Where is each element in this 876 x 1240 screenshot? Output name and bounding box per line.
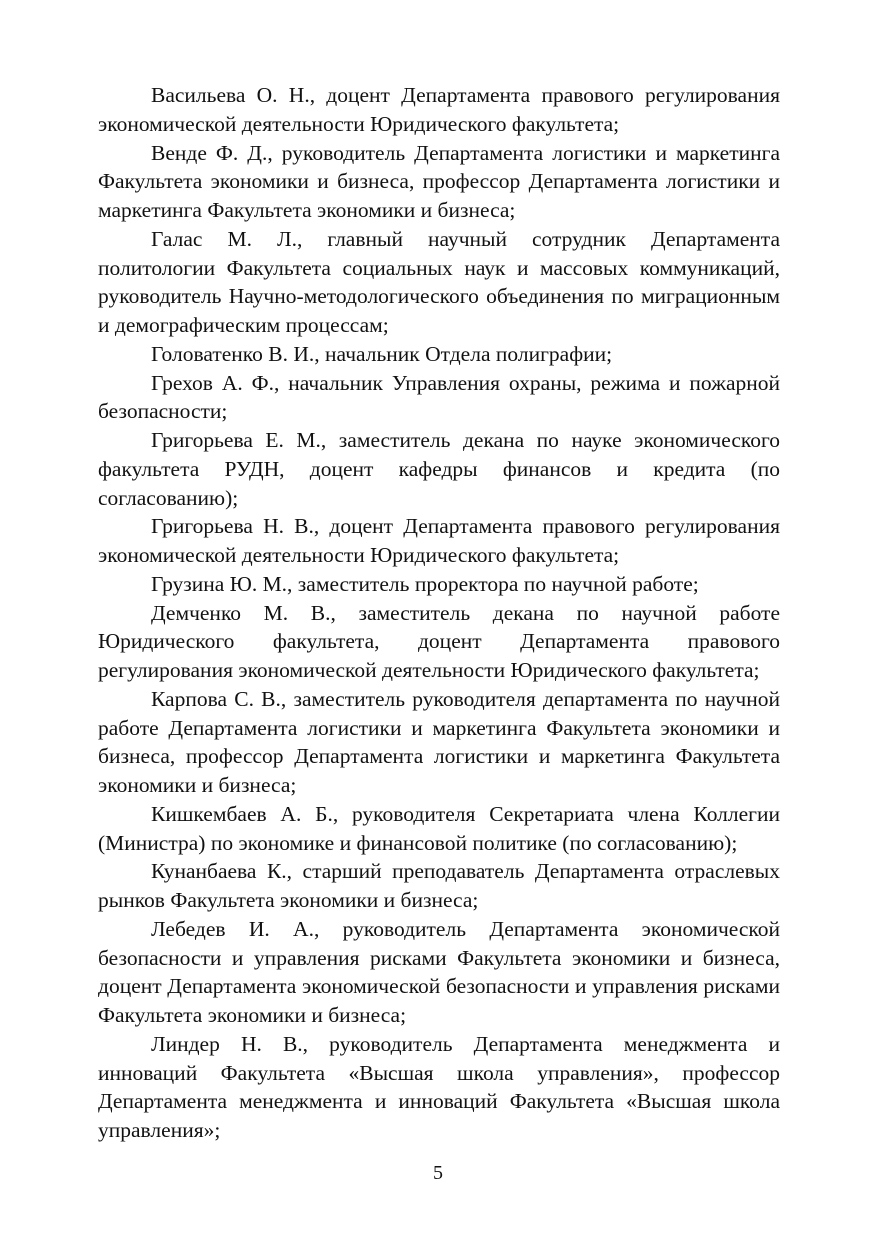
document-body [98, 81, 780, 1145]
list-item: Головатенко В. И., начальник Отдела полиграфии; [151, 341, 613, 366]
list-item: Карпова С. В., заместитель руководителя департамента по научной работе Департамента логистики и маркетинга Факультета экономики и бизнеса, профессор Департамента логистики и маркетинга Факультета экономики и бизнеса; [98, 686, 780, 797]
list-item: Грехов А. Ф., начальник Управления охраны, режима и пожарной безопасности; [98, 370, 780, 424]
list-item: Григорьева Н. В., доцент Департамента правового регулирования экономической деятельности Юридического факультета; [98, 514, 780, 567]
list-item: Линдер Н. В., руководитель Департамента менеджмента и инноваций Факультета «Высшая школа управления», профессор Департамента менеджмента и инноваций Факультета «Высшая школа управления»; [98, 1031, 780, 1142]
list-item: Григорьева Е. М., заместитель декана по науке экономического факультета РУДН, доцент кафедры финансов и кредита (по согласованию); [98, 428, 780, 510]
list-item: Кишкембаев А. Б., руководителя Секретариата члена Коллегии (Министра) по экономике и финансовой политике (по согласованию); [98, 801, 780, 855]
list-item: Галас М. Л., главный научный сотрудник Департамента политологии Факультета социальных наук и массовых коммуникаций, руководитель Научно-методологического объединения по миграционным и демографическим процессам; [98, 226, 780, 337]
list-item: Кунанбаева К., старший преподаватель Департамента отраслевых рынков Факультета экономики и бизнеса; [98, 859, 780, 912]
list-item: Грузина Ю. М., заместитель проректора по научной работе; [151, 571, 699, 596]
list-item: Лебедев И. А., руководитель Департамента экономической безопасности и управления рисками Факультета экономики и бизнеса, доцент Департамента экономической безопасности и управления рисками Факультета экономики и бизнеса; [98, 916, 780, 1027]
list-item: Демченко М. В., заместитель декана по научной работе Юридического факультета, доцент Департамента правового регулирования экономической деятельности Юридического факультета; [98, 600, 780, 682]
list-item: Васильева О. Н., доцент Департамента правового регулирования экономической деятельности Юридического факультета; [98, 83, 780, 136]
page-number: 5 [433, 1162, 443, 1184]
list-item: Венде Ф. Д., руководитель Департамента логистики и маркетинга Факультета экономики и бизнеса, профессор Департамента логистики и маркетинга Факультета экономики и бизнеса; [98, 140, 780, 222]
